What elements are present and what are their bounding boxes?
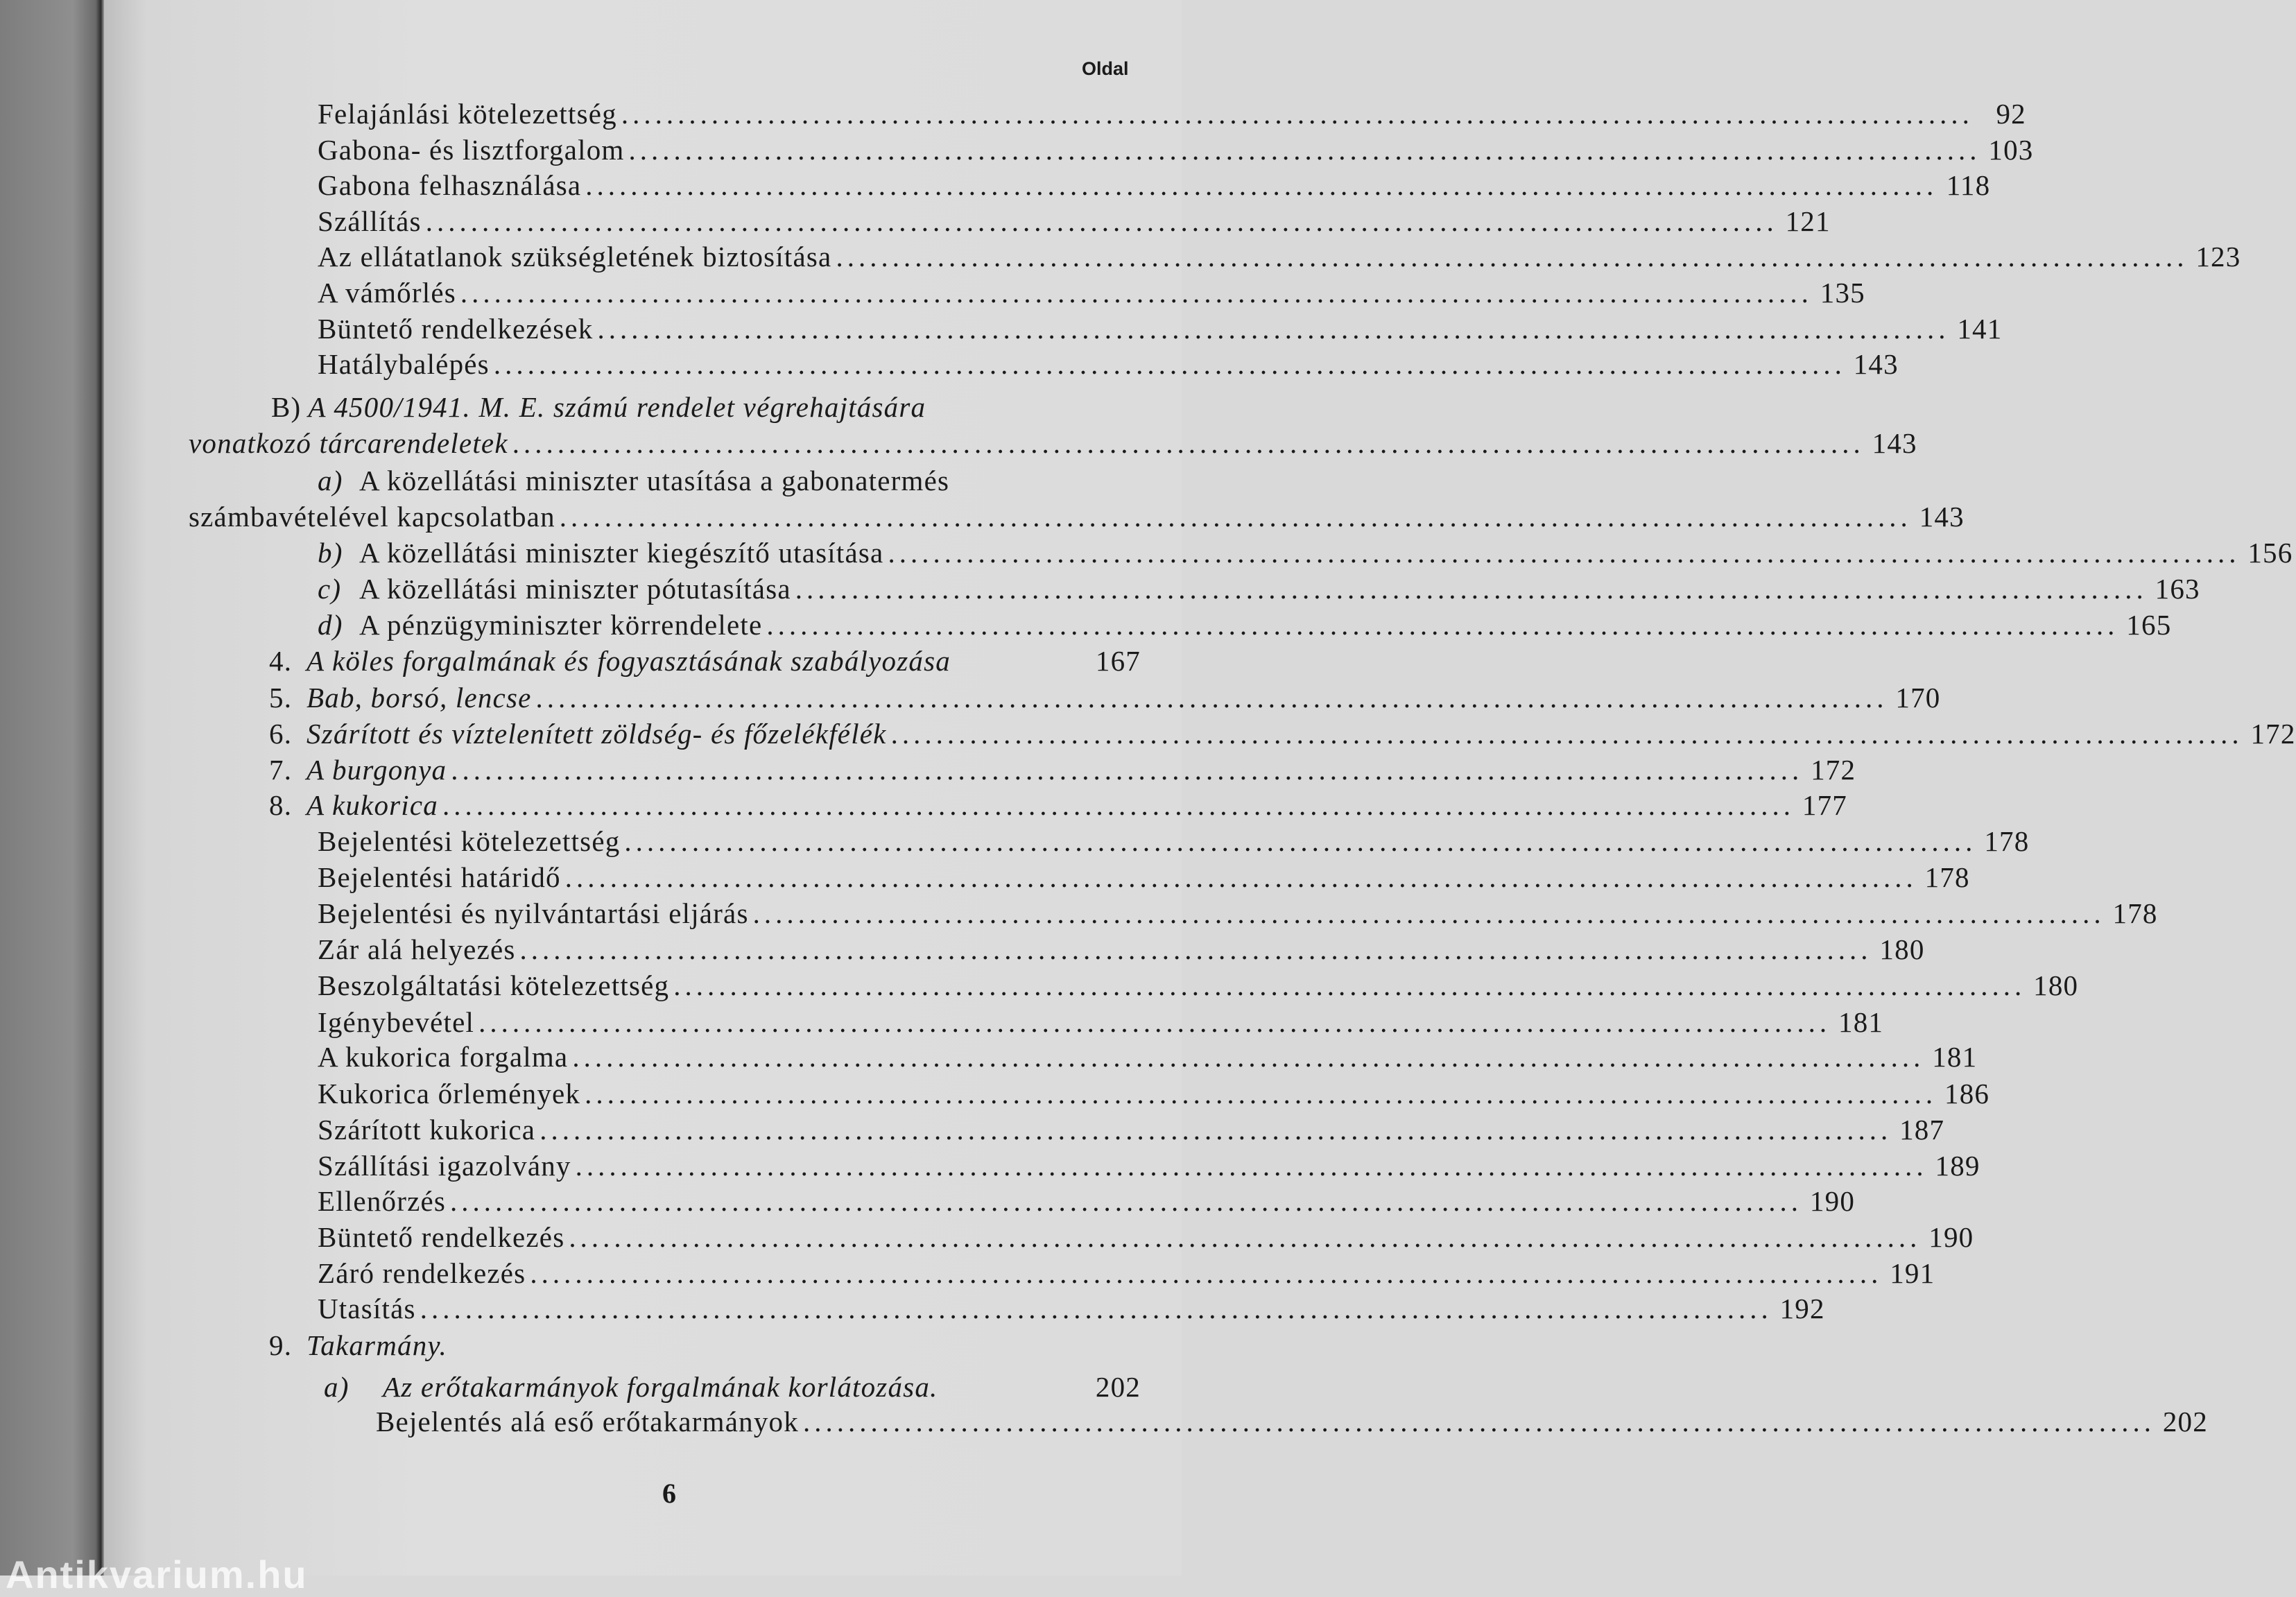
toc-entry-label: A köles forgalmának és fogyasztásának szabályozása [307, 645, 951, 677]
dot-leader: ........................................................................................................................ [795, 573, 2148, 605]
dot-leader: ........................................................................................................................ [512, 427, 1865, 459]
dot-leader [451, 1327, 1088, 1363]
toc-entry [376, 1404, 2208, 1440]
toc-entry-label: Beszolgáltatási kötelezettség [318, 969, 670, 1001]
toc-entry-label: A vámőrlés [318, 277, 456, 309]
toc-entry-prefix: b) [318, 537, 343, 569]
toc-entry-page [1092, 389, 1141, 425]
toc-entry-page: 177 [1802, 789, 1847, 821]
toc-entry-page: 178 [1984, 825, 2030, 857]
toc-entry-prefix: 7. [269, 754, 293, 786]
dot-leader: ........................................................................................................................ [624, 825, 1977, 857]
toc-entry-page: 123 [2195, 241, 2241, 273]
toc-entry [318, 967, 2079, 1003]
dot-leader: ........................................................................................................................ [460, 277, 1813, 309]
toc-entry-page: 172 [2250, 718, 2296, 750]
dot-leader: ........................................................................................................................ [673, 969, 2026, 1001]
toc-entry [318, 1148, 1980, 1184]
toc-entry-page: 180 [2033, 969, 2079, 1001]
toc-entry [318, 1112, 1945, 1148]
dot-leader: ........................................................................................................................ [450, 1185, 1803, 1217]
toc-entry-label: Ellenőrzés [318, 1185, 447, 1217]
dot-leader [942, 1369, 1088, 1405]
toc-entry-page [1092, 463, 1141, 499]
toc-entry [318, 346, 1899, 382]
toc-entry-label: A 4500/1941. M. E. számú rendelet végrehajtására [308, 391, 926, 423]
toc-entry-label: Gabona felhasználása [318, 169, 582, 201]
dot-leader [955, 643, 1088, 679]
dot-leader: ........................................................................................................................ [585, 1078, 1937, 1110]
dot-leader [953, 463, 1088, 499]
toc-entry [318, 167, 1991, 203]
toc-entry-page: 118 [1946, 169, 1991, 201]
toc-entry [269, 643, 1141, 679]
toc-entry-page: 190 [1809, 1185, 1856, 1217]
toc-entry [318, 203, 1831, 239]
dot-leader: ........................................................................................................................ [530, 1257, 1883, 1289]
toc-entry [269, 752, 1856, 788]
toc-entry-prefix: d) [318, 609, 343, 641]
toc-entry [271, 389, 1141, 425]
toc-entry [318, 931, 1925, 967]
toc-entry-label: Záró rendelkezés [318, 1257, 526, 1289]
dot-leader: ........................................................................................................................ [519, 933, 1872, 965]
toc-entry-label: Bejelentési határidő [318, 861, 561, 893]
toc-entry-prefix: a) [318, 465, 343, 497]
toc-entry [318, 607, 2172, 643]
toc-entry-prefix: 5. [269, 682, 293, 714]
toc-entry [318, 895, 2158, 931]
toc-entry-label: Szárított kukorica [318, 1114, 536, 1146]
toc-entry [318, 463, 1141, 499]
toc-entry-page: 187 [1899, 1114, 1945, 1146]
toc-entry-page: 135 [1820, 277, 1865, 309]
toc-entry-label: Bejelentési kötelezettség [318, 825, 621, 857]
toc-entry-label: Szárított és víztelenített zöldség- és főzelékfélék [307, 718, 887, 750]
dot-leader: ........................................................................................................................ [493, 348, 1846, 380]
toc-entry [318, 132, 2034, 168]
toc-entry-page: 143 [1919, 501, 1965, 533]
dot-leader: ........................................................................................................................ [451, 754, 1804, 786]
toc-entry-page: 167 [1095, 645, 1141, 677]
toc-entry-label: Bejelentési és nyilvántartási eljárás [318, 897, 749, 929]
dot-leader: ........................................................................................................................ [540, 1114, 1892, 1146]
toc-entry-prefix: 9. [269, 1329, 293, 1361]
dot-leader: ........................................................................................................................ [752, 897, 2105, 929]
toc-entry-prefix: 4. [269, 645, 293, 677]
toc-entry-page: 202 [1095, 1371, 1141, 1403]
toc-entry-label: A közellátási miniszter utasítása a gabonatermés [359, 465, 950, 497]
page-column-label: Oldal [1082, 58, 1129, 79]
toc-entry-label: Hatálybalépés [318, 348, 490, 380]
toc-entry-page: 178 [2112, 897, 2158, 929]
toc-entry [318, 239, 2241, 275]
toc-entry-label: Felajánlási kötelezettség [318, 98, 617, 130]
dot-leader: ........................................................................................................................ [621, 98, 1974, 130]
toc-entry [189, 425, 1917, 461]
toc-entry-page: 202 [2162, 1406, 2208, 1438]
toc-entry-label: Takarmány. [307, 1329, 447, 1361]
toc-entry-page: 156 [2247, 537, 2293, 569]
toc-entry-page: 163 [2155, 573, 2200, 605]
toc-entry [318, 311, 2003, 347]
toc-entry-label: Gabona- és lisztforgalom [318, 134, 625, 166]
dot-leader: ........................................................................................................................ [478, 1006, 1831, 1038]
toc-entry-label: A pénzügyminiszter körrendelete [359, 609, 763, 641]
toc-entry [269, 787, 1847, 823]
dot-leader: ........................................................................................................................ [802, 1406, 2155, 1438]
dot-leader: ........................................................................................................................ [628, 134, 1981, 166]
toc-entry-label: A kukorica [307, 789, 438, 821]
toc-entry-label: Szállítási igazolvány [318, 1150, 571, 1182]
toc-entry [318, 1039, 1978, 1075]
toc-entry-label: Az erőtakarmányok forgalmának korlátozása. [383, 1371, 938, 1403]
page-number: 6 [662, 1478, 676, 1509]
toc-entry-page: 189 [1935, 1150, 1980, 1182]
dot-leader: ........................................................................................................................ [569, 1221, 1922, 1253]
toc-entry [318, 859, 1970, 895]
dot-leader: ........................................................................................................................ [572, 1041, 1925, 1073]
toc-entry-label: számbavételével kapcsolatban [189, 501, 555, 533]
toc-entry-label: Kukorica őrlemények [318, 1078, 581, 1110]
toc-entry [318, 823, 2030, 859]
toc-entry [318, 275, 1865, 311]
dot-leader: ........................................................................................................................ [585, 169, 1938, 201]
toc-entry-label: vonatkozó tárcarendeletek [189, 427, 508, 459]
toc-entry-page: 143 [1872, 427, 1917, 459]
toc-entry-label: A burgonya [307, 754, 447, 786]
toc-entry [269, 716, 2296, 752]
toc-entry-label: Igénybevétel [318, 1006, 475, 1038]
dot-leader: ........................................................................................................................ [420, 1293, 1772, 1324]
dot-leader: ........................................................................................................................ [535, 682, 1888, 714]
toc-entry [318, 571, 2200, 607]
dot-leader: ........................................................................................................................ [575, 1150, 1928, 1182]
toc-entry [269, 680, 1941, 716]
dot-leader: ........................................................................................................................ [597, 313, 1950, 345]
toc-entry-label: Büntető rendelkezés [318, 1221, 565, 1253]
toc-entry-page: 165 [2126, 609, 2172, 641]
toc-entry [324, 1369, 1141, 1405]
toc-entry-page: 181 [1838, 1006, 1884, 1038]
toc-entry-page: 141 [1957, 313, 2003, 345]
dot-leader: ........................................................................................................................ [559, 501, 1912, 533]
toc-entry [318, 1076, 1990, 1112]
toc-entry-label: Bab, borsó, lencse [307, 682, 532, 714]
dot-leader [930, 389, 1088, 425]
toc-entry-label: A közellátási miniszter pótutasítása [359, 573, 791, 605]
toc-entry [318, 1290, 1825, 1327]
dot-leader: ........................................................................................................................ [890, 718, 2243, 750]
toc-entry-page: 192 [1779, 1293, 1825, 1324]
dot-leader: ........................................................................................................................ [888, 537, 2241, 569]
toc-entry-label: Szállítás [318, 205, 422, 237]
toc-entry-label: Utasítás [318, 1293, 416, 1324]
dot-leader: ........................................................................................................................ [425, 205, 1778, 237]
toc-entry-page: 172 [1811, 754, 1856, 786]
toc-entry-page: 103 [1988, 134, 2034, 166]
toc-entry-page: 92 [1996, 98, 2026, 130]
toc-entry-prefix: a) [324, 1371, 349, 1403]
dot-leader: ........................................................................................................................ [442, 789, 1795, 821]
toc-entry-page: 178 [1924, 861, 1970, 893]
toc-entry-label: Bejelentés alá eső erőtakarmányok [376, 1406, 799, 1438]
toc-entry-label: Az ellátatlanok szükségletének biztosítása [318, 241, 832, 273]
toc-entry-page: 143 [1853, 348, 1899, 380]
toc-entry [318, 1004, 1884, 1040]
toc-entry [189, 499, 1965, 535]
toc-entry [318, 535, 2293, 571]
toc-entry-prefix: B) [271, 391, 302, 423]
toc-entry-page: 170 [1895, 682, 1941, 714]
toc-entry-page: 191 [1890, 1257, 1935, 1289]
toc-entry-page: 181 [1932, 1041, 1978, 1073]
toc-entry-label: Büntető rendelkezések [318, 313, 594, 345]
toc-entry [318, 96, 2026, 132]
toc-entry-label: A kukorica forgalma [318, 1041, 569, 1073]
dot-leader: ........................................................................................................................ [564, 861, 1917, 893]
toc-entry-page: 180 [1879, 933, 1925, 965]
toc-entry [318, 1219, 1974, 1255]
toc-entry [269, 1327, 1141, 1363]
toc-entry [318, 1183, 1856, 1219]
toc-entry-page: 190 [1928, 1221, 1974, 1253]
toc-entry-page: 121 [1785, 205, 1831, 237]
toc-entry-prefix: 8. [269, 789, 293, 821]
watermark: Antikvarium.hu [6, 1553, 308, 1596]
dot-leader: ........................................................................................................................ [836, 241, 2189, 273]
dot-leader: ........................................................................................................................ [766, 609, 2119, 641]
book-gutter [0, 0, 104, 1576]
toc-entry [318, 1255, 1935, 1291]
toc-entry-prefix: c) [318, 573, 342, 605]
toc-entry-prefix: 6. [269, 718, 293, 750]
toc-entry-label: Zár alá helyezés [318, 933, 516, 965]
toc-entry-page: 186 [1944, 1078, 1990, 1110]
toc-entry-label: A közellátási miniszter kiegészítő utasítása [359, 537, 884, 569]
toc-entry-page [1092, 1327, 1141, 1363]
